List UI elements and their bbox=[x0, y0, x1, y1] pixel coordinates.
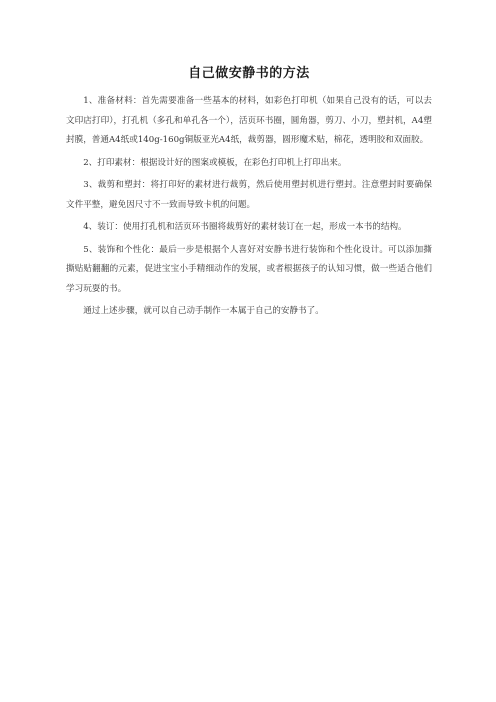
page-title: 自己做安静书的方法 bbox=[188, 66, 310, 81]
document-body bbox=[66, 64, 432, 325]
paragraph-cut-laminate: 3、裁剪和塑封：将打印好的素材进行裁剪，然后使用塑封机进行塑封。注意塑封时要确保文件平整，避免因尺寸不一致而导致卡机的问题。 bbox=[66, 180, 432, 210]
paragraph-print: 2、打印素材：根据设计好的图案或模板，在彩色打印机上打印出来。 bbox=[83, 157, 347, 168]
paragraph-binding: 4、装订：使用打孔机和活页环书圈将裁剪好的素材装订在一起，形成一本书的结构。 bbox=[83, 222, 407, 232]
paragraph-materials: 1、准备材料：首先需要准备一些基本的材料，如彩色打印机（如果自己没有的话，可以去文印店打印），打孔机（多孔和单孔各一个），活页环书圈，圆角器，剪刀、小刀，塑封机，A4塑封膜，普通A4纸或140g-160g铜版亚光A4纸，裁剪器，圆形魔术贴，棉花，透明胶和双面胶。 bbox=[66, 96, 432, 145]
paragraph-decoration: 5、装饰和个性化：最后一步是根据个人喜好对安静书进行装饰和个性化设计。可以添加撕撕贴贴翻翻的元素，促进宝宝小手精细动作的发展，或者根据孩子的认知习惯，做一些适合他们学习玩耍的书。 bbox=[66, 244, 432, 294]
paragraph-conclusion: 通过上述步骤，就可以自己动手制作一本属于自己的安静书了。 bbox=[83, 306, 324, 316]
